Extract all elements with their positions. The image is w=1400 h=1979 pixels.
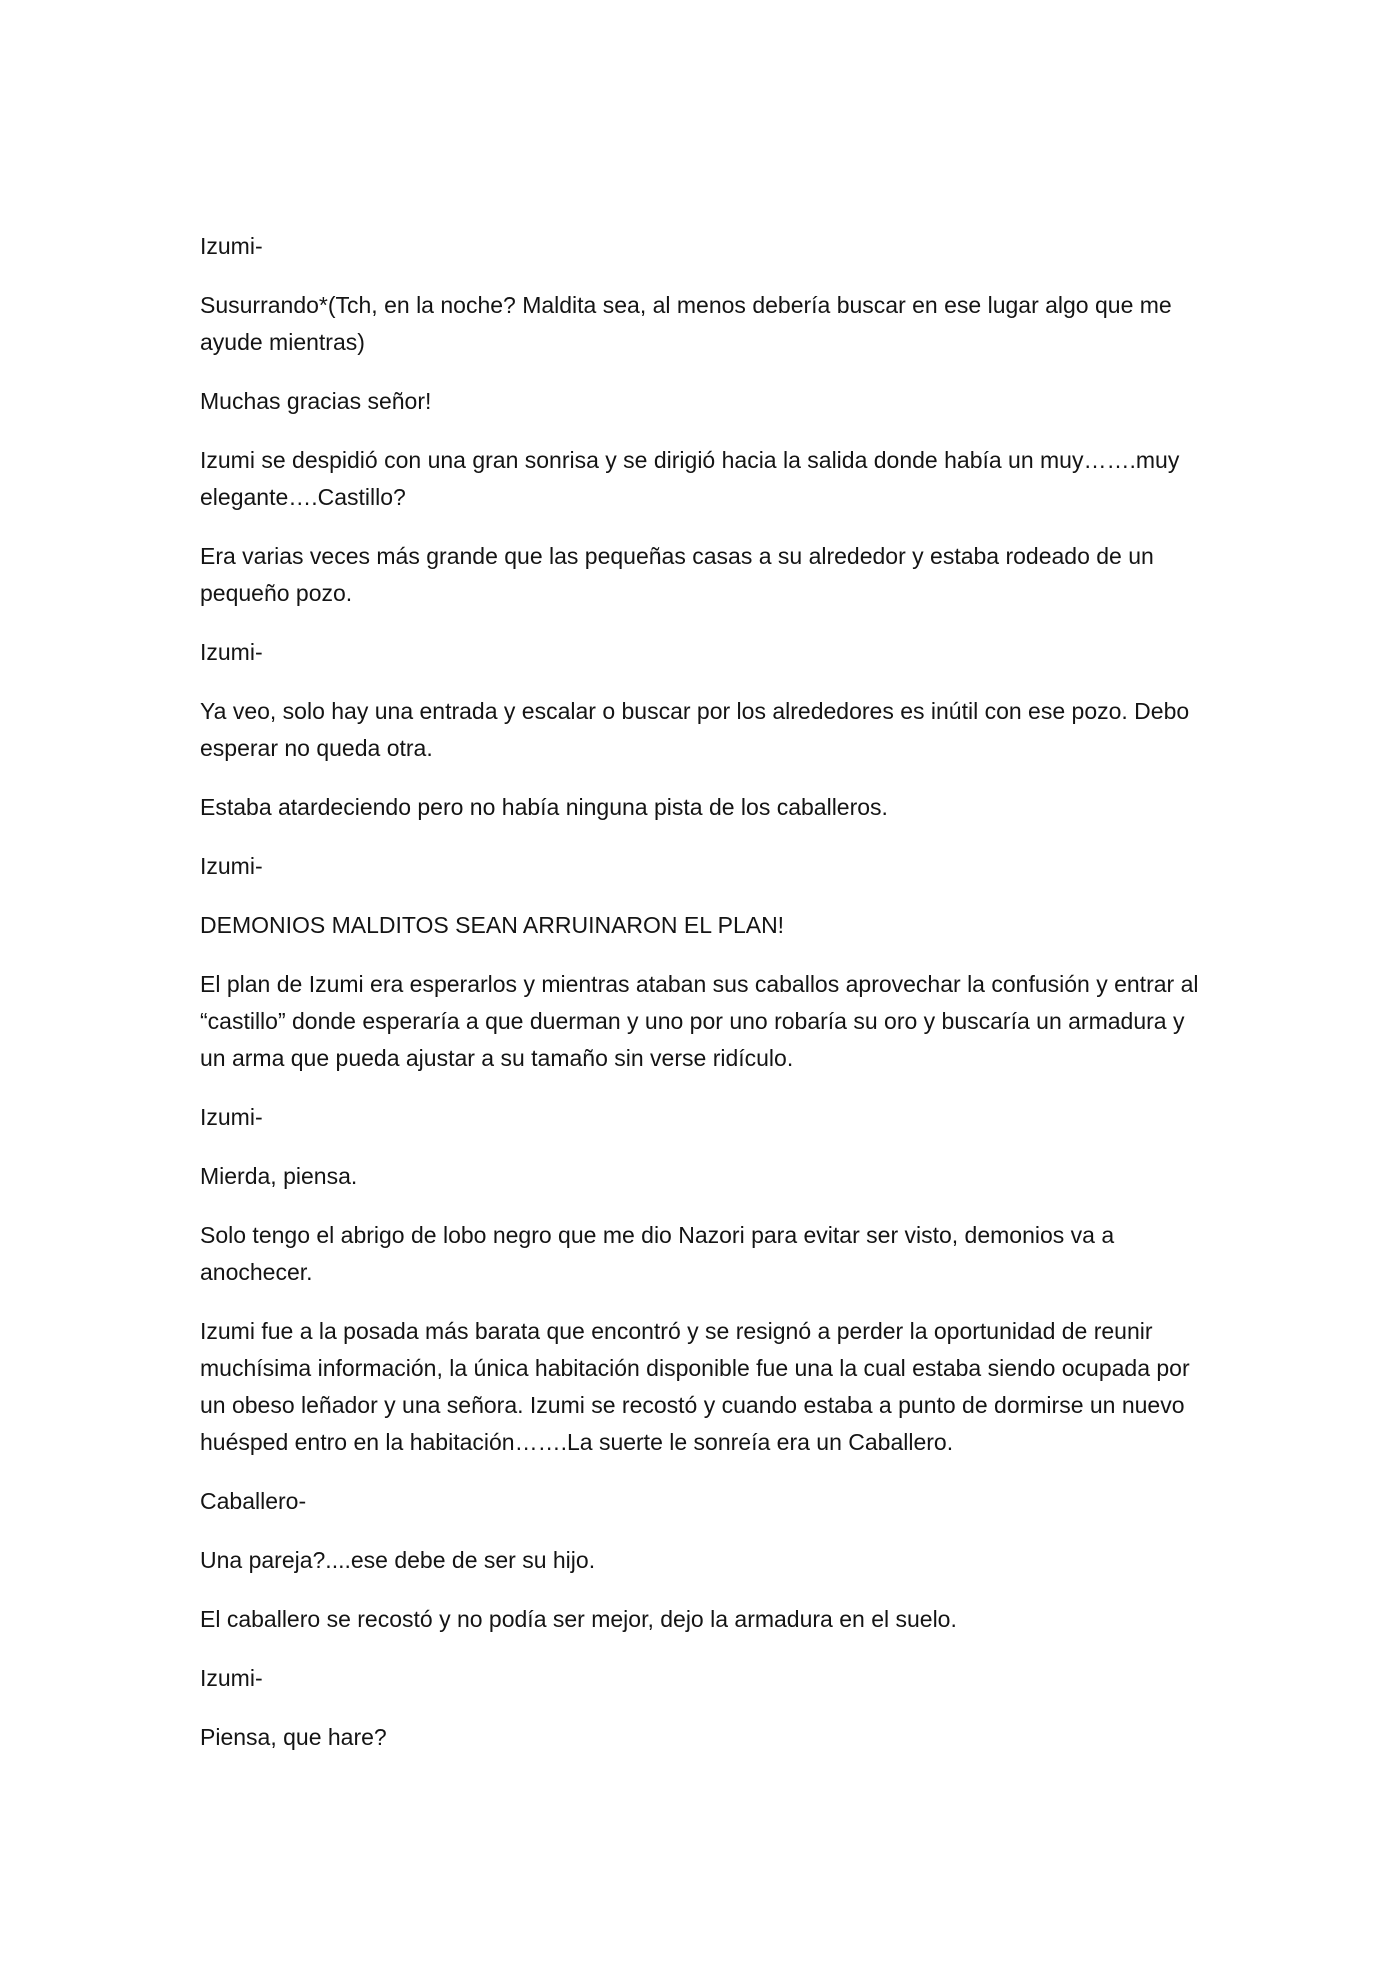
dialogue-paragraph: Solo tengo el abrigo de lobo negro que me dio Nazori para evitar ser visto, demonios va a anochecer. <box>200 1222 1115 1285</box>
speaker-label: Izumi- <box>200 233 263 259</box>
speaker-label: Izumi- <box>200 853 263 879</box>
speaker-label: Izumi- <box>200 639 263 665</box>
dialogue-paragraph: Mierda, piensa. <box>200 1163 358 1189</box>
speaker-label: Izumi- <box>200 1104 263 1130</box>
dialogue-paragraph: DEMONIOS MALDITOS SEAN ARRUINARON EL PLAN! <box>200 912 785 938</box>
dialogue-paragraph: Susurrando*(Tch, en la noche? Maldita sea, al menos debería buscar en ese lugar algo que me ayude mientras) <box>200 292 1172 355</box>
speaker-label: Izumi- <box>200 1665 263 1691</box>
narrative-paragraph: El plan de Izumi era esperarlos y mientras ataban sus caballos aprovechar la confusión y entrar al “castillo” donde esperaría a que duerman y uno por uno robaría su oro y buscaría un armadura y un arma que pueda ajustar a su tamaño sin verse ridículo. <box>200 971 1199 1071</box>
dialogue-paragraph: Una pareja?....ese debe de ser su hijo. <box>200 1547 596 1573</box>
narrative-paragraph: Izumi se despidió con una gran sonrisa y se dirigió hacia la salida donde había un muy…….muy elegante….Castillo? <box>200 447 1180 510</box>
dialogue-paragraph: Muchas gracias señor! <box>200 388 432 414</box>
document-body <box>200 228 1200 1778</box>
dialogue-paragraph: Piensa, que hare? <box>200 1724 387 1750</box>
narrative-paragraph: El caballero se recostó y no podía ser mejor, dejo la armadura en el suelo. <box>200 1606 957 1632</box>
dialogue-paragraph: Ya veo, solo hay una entrada y escalar o buscar por los alrededores es inútil con ese pozo. Debo esperar no queda otra. <box>200 698 1190 761</box>
narrative-paragraph: Estaba atardeciendo pero no había ninguna pista de los caballeros. <box>200 794 888 820</box>
narrative-paragraph: Era varias veces más grande que las pequeñas casas a su alrededor y estaba rodeado de un pequeño pozo. <box>200 543 1154 606</box>
speaker-label: Caballero- <box>200 1488 307 1514</box>
narrative-paragraph: Izumi fue a la posada más barata que encontró y se resignó a perder la oportunidad de reunir muchísima información, la única habitación disponible fue una la cual estaba siendo ocupada por un obeso leñador y una señora. Izumi se recostó y cuando estaba a punto de dormirse un nuevo huésped entro en la habitación…….La suerte le sonreía era un Caballero. <box>200 1318 1190 1455</box>
